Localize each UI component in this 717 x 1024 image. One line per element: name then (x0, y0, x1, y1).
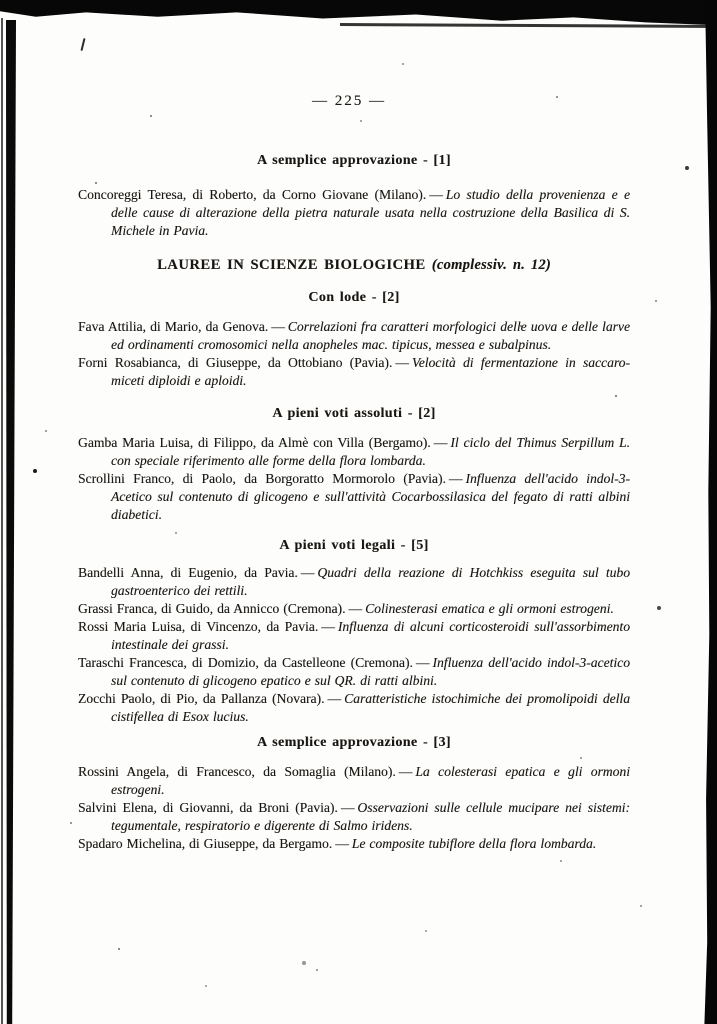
thesis-entry (78, 763, 630, 799)
thesis-entry (78, 470, 630, 524)
graduate-name: Rossi Maria Luisa, di Vincenzo, da Pavia. (78, 619, 319, 634)
entry-group (78, 763, 630, 853)
thesis-title: Colinesterasi ematica e gli ormoni estrogeni. (365, 601, 614, 616)
thesis-entry (78, 654, 630, 690)
graduate-name: Bandelli Anna, di Eugenio, da Pavia. (78, 565, 298, 580)
thesis-title: Le composite tubiflore della flora lombarda. (351, 836, 597, 851)
grade-section-heading: A semplice approvazione - [3] (257, 735, 451, 750)
em-dash: — (433, 435, 448, 450)
em-dash: — (335, 836, 349, 851)
degree-title-text: LAUREE IN SCIENZE BIOLOGICHE (157, 257, 426, 273)
pen-mark (80, 38, 85, 51)
em-dash: — (429, 187, 443, 202)
em-dash: — (398, 764, 413, 779)
graduate-name: Fava Attilia, di Mario, da Genova. (78, 319, 269, 334)
thesis-title: Osservazioni sulle cellule mucipare nei sistemi: tegumentale, respiratorio e digerente di Salmo iridens. (111, 800, 630, 833)
thesis-entry (78, 564, 630, 600)
page-content (78, 92, 630, 853)
thesis-title: Lo studio della provenienza e e delle cause di alterazione della pietra naturale usata nella costruzione della Basilica di S. Michele in Pavia. (111, 187, 630, 238)
scan-left-edge-bar (6, 20, 16, 1024)
entry-group (78, 564, 630, 726)
graduate-name: Grassi Franca, di Guido, da Annicco (Cremona). (78, 601, 346, 616)
em-dash: — (321, 619, 335, 634)
thesis-title: Influenza dell'acido indol-3-acetico sul contenuto di glicogeno epatico e sul QR. di ratti albini. (111, 655, 630, 688)
em-dash: — (300, 565, 315, 580)
em-dash: — (448, 471, 463, 486)
thesis-title: La colesterasi epatica e gli ormoni estrogeni. (111, 764, 630, 797)
em-dash: — (395, 355, 409, 370)
thesis-entry (78, 799, 630, 835)
graduate-name: Concoreggi Teresa, di Roberto, da Corno Giovane (Milano). (78, 187, 427, 202)
em-dash: — (348, 601, 363, 616)
entry-group (78, 186, 630, 240)
grade-section-heading: A pieni voti legali - [5] (279, 538, 429, 553)
thesis-entry (78, 618, 630, 654)
em-dash: — (415, 655, 430, 670)
thesis-title: Caratteristiche istochimiche dei promolipoidi della cistifellea di Esox lucius. (111, 691, 630, 724)
em-dash: — (327, 691, 342, 706)
thesis-title: Influenza di alcuni corticosteroidi sull'assorbimento intestinale dei grassi. (111, 619, 630, 652)
degree-title-note: (complessiv. n. 12) (431, 257, 551, 273)
thesis-entry (78, 186, 630, 240)
grade-section-heading: A semplice approvazione - [1] (257, 153, 451, 168)
graduate-name: Taraschi Francesca, di Domizio, da Castelleone (Cremona). (78, 655, 413, 670)
thesis-entry (78, 690, 630, 726)
scan-left-edge-line (1, 18, 3, 1024)
scan-top-edge-line (340, 23, 717, 28)
thesis-entry (78, 318, 630, 354)
graduate-name: Rossini Angela, di Francesco, da Somaglia (Milano). (78, 764, 396, 779)
thesis-title: Quadri della reazione di Hotchkiss eseguita sul tubo gastroenterico dei rettili. (111, 565, 630, 598)
thesis-title: Velocità di fermentazione in saccaro-miceti diploidi e aploidi. (111, 355, 630, 388)
scan-right-edge (703, 0, 717, 1024)
graduate-name: Forni Rosabianca, di Giuseppe, da Ottobiano (Pavia). (78, 355, 393, 370)
graduate-name: Zocchi Paolo, di Pio, da Pallanza (Novara). (78, 691, 325, 706)
entry-group (78, 318, 630, 390)
page-number: — 225 — (312, 93, 386, 109)
degree-title (78, 256, 630, 274)
margin-dot (33, 469, 37, 473)
thesis-title: Il ciclo del Thimus Serpillum L. con speciale riferimento alle forme della flora lombarda. (111, 435, 630, 468)
graduate-name: Salvini Elena, di Giovanni, da Broni (Pavia). (78, 800, 338, 815)
em-dash: — (340, 800, 355, 815)
graduate-name: Scrollini Franco, di Paolo, da Borgoratto Mormorolo (Pavia). (78, 471, 446, 486)
thesis-entry (78, 434, 630, 470)
thesis-title: Influenza dell'acido indol-3-Acetico sul contenuto di glicogeno e sull'attività Cocarbossilasica del fegato di ratti albini diabetici. (111, 471, 630, 522)
em-dash: — (271, 319, 285, 334)
thesis-entry (78, 835, 630, 853)
scan-speckles (0, 0, 2, 2)
thesis-entry (78, 600, 630, 618)
graduate-name: Gamba Maria Luisa, di Filippo, da Almè con Villa (Bergamo). (78, 435, 431, 450)
thesis-entry (78, 354, 630, 390)
graduate-name: Spadaro Michelina, di Giuseppe, da Bergamo. (78, 836, 333, 851)
grade-section-heading: A pieni voti assoluti - [2] (272, 406, 436, 421)
thesis-title: Correlazioni fra caratteri morfologici delle uova e delle larve ed ordinamenti cromosomici nella anopheles mac. tipicus, messea e subalpinus. (111, 319, 630, 352)
entry-group (78, 434, 630, 524)
grade-section-heading: Con lode - [2] (308, 290, 400, 305)
